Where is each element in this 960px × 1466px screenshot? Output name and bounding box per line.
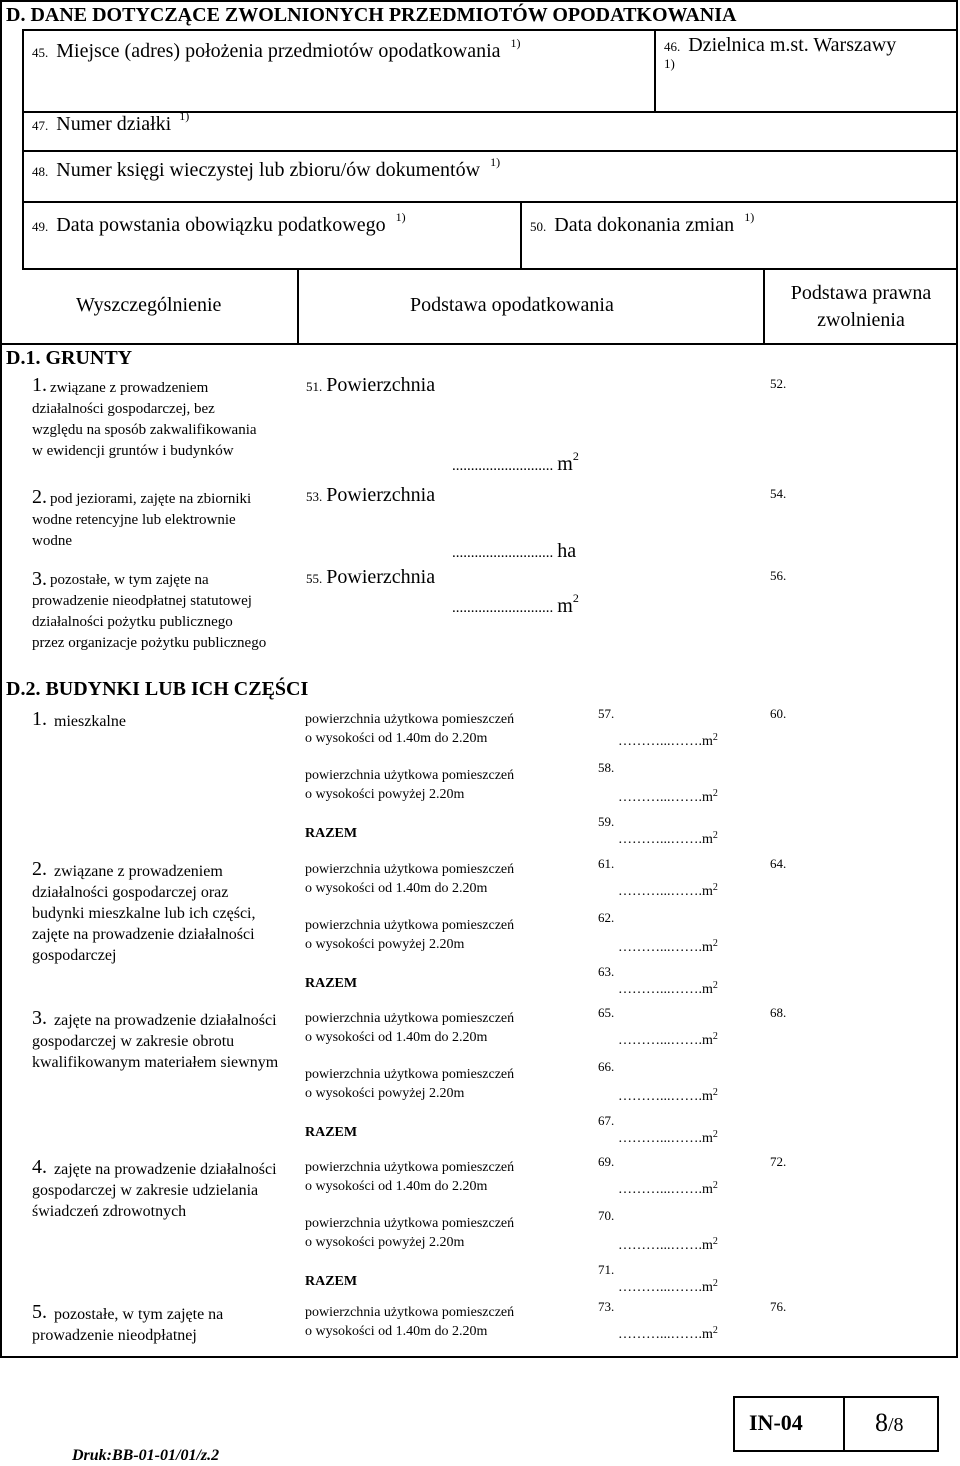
rule-below-header [0,343,958,345]
form-code-divider [843,1398,845,1450]
form-code: IN-04 [749,1410,803,1435]
budynki-value-71-sup: 2 [712,1278,718,1289]
grunty-row-2-num: 2. [32,486,47,508]
field-48-sup: 1) [490,155,501,169]
field-46-num: 46. [664,39,681,54]
field-50-num: 50. [530,219,547,234]
budynki-row-1-num: 1. [32,708,47,730]
grunty-field-53[interactable] [306,484,435,507]
budynki-value-69[interactable] [618,1182,718,1198]
field-46-sup: 1) [664,56,675,71]
budynki-row-3-low-label-2: o wysokości od 1.40m do 2.20m [305,1030,488,1045]
budynki-value-63[interactable] [618,982,718,998]
grunty-field-55-num: 55. [306,571,323,586]
field-50-sup: 1) [744,210,755,224]
budynki-row-5-num: 5. [32,1301,47,1323]
budynki-field-67[interactable]: 67. [598,1113,615,1128]
budynki-value-71[interactable] [618,1280,718,1296]
budynki-row-4-low-label-1: powierzchnia użytkowa pomieszczeń [305,1160,515,1175]
budynki-value-69-sup: 2 [712,1180,718,1191]
field-46-divider [654,29,656,112]
budynki-row-2-razem: RAZEM [305,976,358,991]
budynki-value-62-sup: 2 [712,938,718,949]
budynki-value-59-dots: ………...…….m [618,832,713,847]
grunty-row-1-desc: związane z prowadzeniem działalności gospodarczej, bez względu na sposób zakwalifikowania w ewidencji gruntów i budynków [32,380,257,459]
field-45[interactable] [32,36,521,63]
budynki-row-5-low-label-1: powierzchnia użytkowa pomieszczeń [305,1305,515,1320]
budynki-value-70-dots: ………...…….m [618,1238,713,1253]
budynki-field-69[interactable]: 69. [598,1154,615,1169]
budynki-value-57-sup: 2 [712,732,718,743]
field-49-sup: 1) [395,210,406,224]
rule-below-47 [22,150,958,152]
budynki-legal-72[interactable]: 72. [770,1154,787,1169]
budynki-value-57[interactable] [618,734,718,750]
form-code-box [733,1396,939,1452]
section-title: D. DANE DOTYCZĄCE ZWOLNIONYCH PRZEDMIOTÓW OPODATKOWANIA [6,4,737,26]
grunty-legal-52[interactable]: 52. [770,376,787,391]
budynki-value-59[interactable] [618,832,718,848]
field-48-label: Numer księgi wieczystej lub zbioru/ów dokumentów [56,159,481,181]
budynki-legal-64[interactable]: 64. [770,856,787,871]
budynki-row-2-high-label-1: powierzchnia użytkowa pomieszczeń [305,918,515,933]
budynki-field-58[interactable]: 58. [598,760,615,775]
grunty-field-51-value[interactable] [452,449,579,476]
grunty-field-51-unit-sup: 2 [572,449,579,463]
field-47-label: Numer działki [56,113,172,135]
field-45-num: 45. [32,45,49,60]
frame-bottom-line [0,1356,958,1358]
budynki-field-65[interactable]: 65. [598,1005,615,1020]
grunty-field-55-value[interactable] [452,591,579,618]
frame-left-line [0,0,2,1357]
budynki-legal-68[interactable]: 68. [770,1005,787,1020]
rule-below-49 [22,268,958,270]
budynki-row-4-high-label-2: o wysokości powyżej 2.20m [305,1235,465,1250]
budynki-value-69-dots: ………...…….m [618,1182,713,1197]
field-49[interactable] [32,210,406,237]
budynki-field-59[interactable]: 59. [598,814,615,829]
budynki-value-63-sup: 2 [712,980,718,991]
grunty-field-55-unit: m [557,595,573,617]
budynki-value-65-sup: 2 [712,1031,718,1042]
budynki-row-1-high-label-1: powierzchnia użytkowa pomieszczeń [305,768,515,783]
field-47[interactable] [32,109,190,136]
budynki-value-58-sup: 2 [712,788,718,799]
grunty-field-55-unit-sup: 2 [572,591,579,605]
budynki-value-62-dots: ………...…….m [618,940,713,955]
budynki-row-4-num: 4. [32,1156,47,1178]
rule-below-title [22,29,958,31]
field-48-num: 48. [32,164,49,179]
budynki-row-4-high-label-1: powierzchnia użytkowa pomieszczeń [305,1216,515,1231]
field-45-left-border [22,29,24,269]
field-46-label: Dzielnica m.st. Warszawy [688,34,897,56]
grunty-field-51-num: 51. [306,379,323,394]
budynki-value-61-dots: ………...…….m [618,884,713,899]
budynki-row-1-razem: RAZEM [305,826,358,841]
field-45-label: Miejsce (adres) położenia przedmiotów opodatkowania [56,40,501,62]
budynki-row-5-low-label-2: o wysokości od 1.40m do 2.20m [305,1324,488,1339]
grunty-row-1-num: 1. [32,374,47,396]
grunty-field-55-label: Powierzchnia [326,566,436,588]
budynki-value-70-sup: 2 [712,1236,718,1247]
budynki-value-58-dots: ………...…….m [618,790,713,805]
budynki-row-4-razem: RAZEM [305,1274,358,1289]
budynki-value-73-sup: 2 [712,1325,718,1336]
budynki-value-62[interactable] [618,940,718,956]
print-code: Druk:BB-01-01/01/z.2 [72,1447,220,1464]
budynki-row-3-low-label-1: powierzchnia użytkowa pomieszczeń [305,1011,515,1026]
budynki-row-1-high-label-2: o wysokości powyżej 2.20m [305,787,465,802]
budynki-row-3-num: 3. [32,1007,47,1029]
budynki-title: D.2. BUDYNKI LUB ICH CZĘŚCI [6,678,309,700]
field-49-label: Data powstania obowiązku podatkowego [56,214,386,236]
page-current: 8 [875,1408,888,1437]
grunty-legal-54[interactable]: 54. [770,486,787,501]
budynki-value-66-sup: 2 [712,1087,718,1098]
budynki-value-57-dots: ………...…….m [618,734,713,749]
budynki-field-61[interactable]: 61. [598,856,615,871]
budynki-value-67[interactable] [618,1131,718,1147]
budynki-value-65[interactable] [618,1033,718,1049]
field-46[interactable] [664,34,896,57]
grunty-row-3-desc: pozostałe, w tym zajęte na prowadzenie nieodpłatnej statutowej działalności pożytku publicznego przez organizacje pożytku publicznego [32,572,267,651]
grunty-field-53-value[interactable] [452,540,576,563]
budynki-row-2-high-label-2: o wysokości powyżej 2.20m [305,937,465,952]
grunty-row-2-desc: pod jeziorami, zajęte na zbiorniki wodne retencyjne lub elektrownie wodne [32,491,252,549]
budynki-field-63[interactable]: 63. [598,964,615,979]
field-47-sup: 1) [179,109,190,123]
grunty-title: D.1. GRUNTY [6,347,133,369]
budynki-row-3-high-label-1: powierzchnia użytkowa pomieszczeń [305,1067,515,1082]
budynki-value-66-dots: ………...…….m [618,1089,713,1104]
header-col-2: Podstawa opodatkowania [410,294,614,316]
grunty-field-53-dots: ........................... [452,545,554,561]
grunty-field-55[interactable] [306,566,435,589]
budynki-value-73-dots: ………...…….m [618,1327,713,1342]
budynki-value-61-sup: 2 [712,882,718,893]
field-49-num: 49. [32,219,49,234]
field-48[interactable] [32,155,501,182]
grunty-row-3-num: 3. [32,568,47,590]
grunty-field-53-unit: ha [557,540,577,562]
field-50-divider [520,201,522,269]
header-col-divider-2 [763,268,765,344]
budynki-field-70[interactable]: 70. [598,1208,615,1223]
grunty-field-53-num: 53. [306,489,323,504]
header-col-3: Podstawa prawna zwolnienia [790,282,932,331]
grunty-field-55-dots: ........................... [452,600,554,616]
field-47-num: 47. [32,118,49,133]
budynki-field-66[interactable]: 66. [598,1059,615,1074]
budynki-row-2-low-label-1: powierzchnia użytkowa pomieszczeń [305,862,515,877]
grunty-field-51-label: Powierzchnia [326,374,436,396]
budynki-row-1-low-label-2: o wysokości od 1.40m do 2.20m [305,731,488,746]
field-50[interactable] [530,210,755,237]
budynki-value-70[interactable] [618,1238,718,1254]
budynki-field-73[interactable]: 73. [598,1299,615,1314]
budynki-value-73[interactable] [618,1327,718,1343]
budynki-row-4-low-label-2: o wysokości od 1.40m do 2.20m [305,1179,488,1194]
frame-top-line [0,0,958,2]
frame-right-line [956,0,958,1357]
budynki-field-71[interactable]: 71. [598,1262,615,1277]
grunty-field-51-dots: ........................... [452,458,554,474]
budynki-value-67-dots: ………...…….m [618,1131,713,1146]
budynki-value-65-dots: ………...…….m [618,1033,713,1048]
budynki-legal-60[interactable]: 60. [770,706,787,721]
budynki-row-3-razem: RAZEM [305,1125,358,1140]
budynki-value-61[interactable] [618,884,718,900]
budynki-value-58[interactable] [618,790,718,806]
budynki-value-66[interactable] [618,1089,718,1105]
budynki-value-67-sup: 2 [712,1129,718,1140]
budynki-legal-76[interactable]: 76. [770,1299,787,1314]
grunty-field-51[interactable] [306,374,435,397]
grunty-field-53-label: Powierzchnia [326,484,436,506]
budynki-row-1-desc: mieszkalne [54,713,126,730]
budynki-value-63-dots: ………...…….m [618,982,713,997]
budynki-row-3-desc: zajęte na prowadzenie działalności gospodarczej w zakresie obrotu kwalifikowanym materiałem siewnym [32,1012,279,1071]
budynki-row-4-desc: zajęte na prowadzenie działalności gospodarczej w zakresie udzielania świadczeń zdrowotnych [32,1161,277,1220]
budynki-field-57[interactable]: 57. [598,706,615,721]
budynki-row-2-num: 2. [32,858,47,880]
budynki-value-59-sup: 2 [712,830,718,841]
budynki-row-1-low-label-1: powierzchnia użytkowa pomieszczeń [305,712,515,727]
budynki-row-5-desc: pozostałe, w tym zajęte na prowadzenie nieodpłatnej [32,1306,224,1344]
page-number [875,1408,904,1438]
grunty-legal-56[interactable]: 56. [770,568,787,583]
header-col-divider-1 [297,268,299,344]
page-total: /8 [888,1414,904,1436]
budynki-row-2-desc: związane z prowadzeniem działalności gospodarczej oraz budynki mieszkalne lub ich części, zajęte na prowadzenie działalności gospodarczej [32,863,256,964]
budynki-row-2-low-label-2: o wysokości od 1.40m do 2.20m [305,881,488,896]
budynki-field-62[interactable]: 62. [598,910,615,925]
budynki-value-71-dots: ………...…….m [618,1280,713,1295]
field-45-sup: 1) [510,36,521,50]
grunty-field-51-unit: m [557,453,573,475]
rule-below-48 [22,201,958,203]
budynki-row-3-high-label-2: o wysokości powyżej 2.20m [305,1086,465,1101]
header-col-1: Wyszczególnienie [76,294,222,316]
field-50-label: Data dokonania zmian [554,214,735,236]
